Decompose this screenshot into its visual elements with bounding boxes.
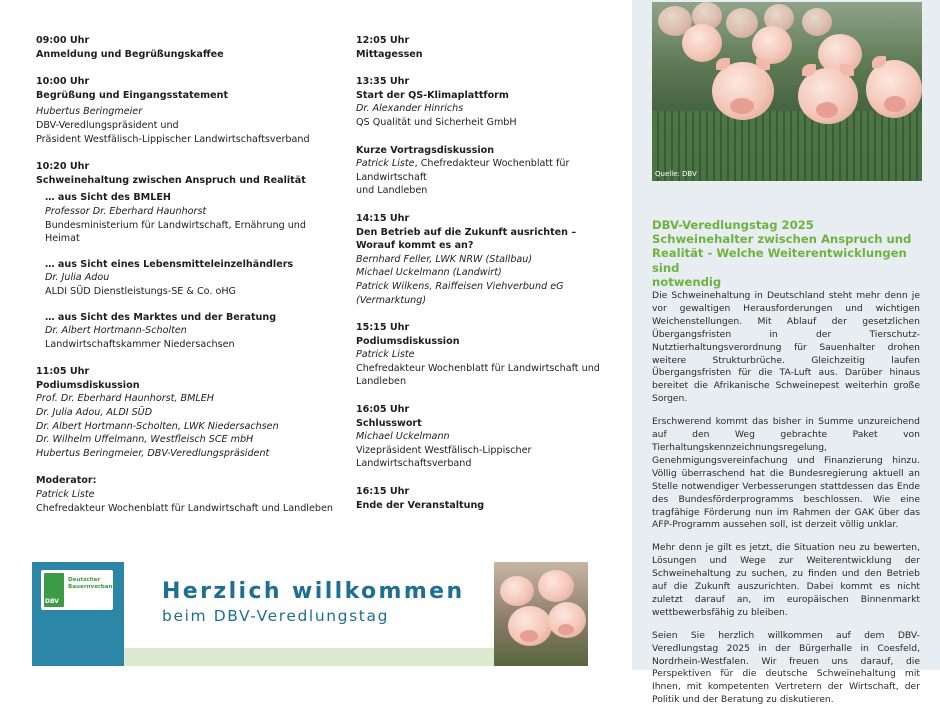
schedule-title: Anmeldung und Begrüßungskaffee — [36, 48, 224, 60]
speaker-affiliation: , Chefredakteur Wochenblatt für Landwirtschaft — [356, 158, 570, 183]
article-paragraph: Mehr denn je gilt es jetzt, die Situation neu zu bewerten, Lösungen und Wege zur Weiterentwicklung der Schweinehaltung zu suchen, zu finden und den Betrieb auf die Zukunft auszurichten. Dabei kommt es nicht zuletzt darauf an, im europäischen Binnenmarkt wettbewerbsfähig zu bleiben. — [652, 542, 920, 618]
snout — [730, 98, 754, 114]
speaker-name: Dr. Albert Hortmann-Scholten — [45, 325, 187, 337]
schedule-item — [356, 75, 626, 129]
piglet-image — [500, 576, 534, 606]
logo-name-line: Bauernverband — [68, 584, 117, 590]
schedule-title: Mittagessen — [356, 48, 423, 60]
schedule-title: Podiumsdiskussion — [36, 379, 140, 391]
speaker-name: Patrick Liste — [356, 158, 415, 170]
piglet-image — [712, 62, 774, 120]
schedule-title: Moderator: — [36, 475, 97, 487]
article-panel — [632, 0, 940, 706]
dbv-logo-box — [32, 562, 124, 666]
panel-member: Dr. Albert Hortmann-Scholten, LWK Niedersachsen — [36, 420, 279, 432]
article-body — [652, 290, 920, 717]
snout — [558, 624, 574, 635]
schedule-time: 16:15 Uhr — [356, 486, 410, 498]
panel-member: Dr. Wilhelm Uffelmann, Westfleisch SCE mbH — [36, 434, 254, 446]
panel-member: Hubertus Beringmeier, DBV-Veredlungspräsident — [36, 447, 270, 459]
schedule-time: 13:35 Uhr — [356, 76, 410, 88]
speaker-affiliation: DBV-Veredlungspräsident und — [36, 119, 179, 131]
schedule-column-left — [36, 34, 336, 529]
speaker-affiliation: Chefredakteur Wochenblatt für Landwirtschaft und Landleben — [36, 502, 333, 514]
logo-name-line: Deutscher — [68, 577, 101, 583]
schedule-item — [36, 365, 336, 460]
schedule-item — [36, 75, 336, 146]
panel-member: Dr. Julia Adou, ALDI SÜD — [36, 407, 153, 419]
sub-talk-title: … aus Sicht des BMLEH — [45, 192, 171, 204]
schedule-title: Den Betrieb auf die Zukunft ausrichten – — [356, 226, 577, 238]
schedule-item — [36, 34, 336, 61]
schedule-column-right — [356, 34, 626, 526]
article-paragraph: Seien Sie herzlich willkommen auf dem DBV-Veredlungstag 2025 in der Bürgerhalle in Coesfeld, Nordrhein-Westfalen. Wir freuen uns darauf, die Perspektiven für die deutsche Schweinehaltung mit Ihnen, mit kompetenten Vertretern der Wirtschaft, der Politik und der Beratung zu diskutieren. — [652, 629, 920, 706]
snout — [520, 630, 538, 642]
schedule-item — [356, 34, 626, 61]
sub-talk-title: … aus Sicht eines Lebensmitteleinzelhändlers — [45, 258, 294, 270]
schedule-item — [356, 485, 626, 512]
article-title-line: notwendig — [652, 274, 722, 289]
ear — [716, 58, 730, 70]
speaker-affiliation: Landwirtschaftskammer Niedersachsen — [45, 338, 235, 350]
article-title-line: DBV-Veredlungstag 2025 — [652, 218, 814, 232]
ear — [802, 64, 816, 76]
panel-member: Patrick Wilkens, Raiffeisen Viehverbund eG (Vermarktung) — [356, 280, 564, 306]
dbv-logo-mark — [44, 573, 64, 607]
speaker-name: Patrick Liste — [36, 489, 95, 501]
speaker-affiliation: Bundesministerium für Landwirtschaft, Ernährung und — [45, 219, 306, 231]
logo-name — [68, 577, 117, 591]
sub-talk-title: … aus Sicht des Marktes und der Beratung — [45, 311, 277, 323]
schedule-time: 14:15 Uhr — [356, 212, 410, 224]
panel-member: Michael Uckelmann (Landwirt) — [356, 267, 502, 279]
article-paragraph: Erschwerend kommt das bisher in Summe unzureichend auf den Weg gebrachte Paket von Tierhaltungskennzeichnungsregelung, Genehmigungsvereinfachung und Finanzierung hinzu. Völlig überraschend hat die Bundesregierung aktuell an Stelle notwendiger Verbesserungen stattdessen das Ende des Bundesförderprogramms beschlossen. Wie eine tragfähige Förderung nun im Rahmen der GAK über das AFP-Programm aussehen soll, ist derzeit völlig unklar. — [652, 416, 920, 531]
photo-credit: Quelle: DBV — [655, 170, 697, 178]
sub-talk — [45, 311, 336, 352]
article-paragraph: Die Schweinehaltung in Deutschland steht mehr denn je vor gewaltigen Herausforderungen und wichtigen Weichenstellungen. Mit Ablauf der gesetzlichen Übergangsfristen in der Tierschutz-Nutztierhaltungsverordnung für Sauenhalter drohen weitere Strukturbrüche. Gleichzeitig laufen Übergangsfristen für die TA-Luft aus. Darüber hinaus bereitet die Afrikanische Schweinepest weiterhin große Sorgen. — [652, 290, 920, 405]
speaker-affiliation: Heimat — [45, 233, 80, 245]
schedule-time: 16:05 Uhr — [356, 404, 410, 416]
piglet-image — [802, 8, 832, 36]
schedule-time: 15:15 Uhr — [356, 322, 410, 334]
schedule-title: Begrüßung und Eingangsstatement — [36, 89, 229, 101]
welcome-line-2: beim DBV-Veredlungstag — [162, 607, 390, 625]
welcome-line-1: Herzlich willkommen — [162, 579, 465, 604]
speaker-name: Hubertus Beringmeier — [36, 106, 143, 118]
piglet-image — [866, 60, 922, 118]
schedule-title: Start der QS-Klimaplattform — [356, 89, 509, 101]
schedule-item — [356, 403, 626, 471]
piglet-image — [726, 8, 758, 38]
sub-talk — [45, 191, 336, 245]
schedule-title: Schlusswort — [356, 417, 422, 429]
banner-piglet-photo — [494, 562, 588, 666]
logo-mark-text: DBV — [45, 598, 59, 605]
schedule-title-cont: Worauf kommt es an? — [356, 240, 474, 252]
speaker-affiliation: Landleben — [356, 376, 407, 388]
schedule-item — [356, 321, 626, 389]
ear — [872, 56, 886, 68]
schedule-title: Schweinehaltung zwischen Anspruch und Realität — [36, 174, 306, 186]
speaker-name: Michael Uckelmann — [356, 431, 450, 443]
speaker-name: Dr. Alexander Hinrichs — [356, 103, 464, 115]
speaker-name: Patrick Liste — [356, 349, 415, 361]
article-title — [652, 218, 922, 289]
speaker-name: Dr. Julia Adou — [45, 272, 110, 284]
sub-talk — [45, 258, 336, 299]
sub-talks — [36, 191, 336, 351]
schedule-title: Podiumsdiskussion — [356, 335, 460, 347]
article-title-line: Schweinehalter zwischen Anspruch und — [652, 232, 912, 247]
ear — [840, 64, 854, 76]
speaker-affiliation: ALDI SÜD Dienstleistungs-SE & Co. oHG — [45, 285, 236, 297]
schedule-time: 12:05 Uhr — [356, 35, 410, 46]
panel-member: Bernhard Feller, LWK NRW (Stallbau) — [356, 253, 533, 265]
speaker-affiliation: Präsident Westfälisch-Lippischer Landwirtschaftsverband — [36, 133, 310, 145]
schedule-time: 10:20 Uhr — [36, 161, 90, 173]
speaker-affiliation: Landwirtschaftsverband — [356, 458, 472, 470]
panel-member: Prof. Dr. Eberhard Haunhorst, BMLEH — [36, 393, 214, 405]
piglet-image — [538, 570, 574, 602]
schedule-time: 09:00 Uhr — [36, 35, 90, 46]
schedule-item — [36, 160, 336, 351]
dbv-logo — [41, 570, 117, 610]
speaker-affiliation: Chefredakteur Wochenblatt für Landwirtschaft und — [356, 362, 600, 374]
article-title-line: Realität - Welche Weiterentwicklungen sind — [652, 246, 907, 275]
snout — [816, 102, 838, 118]
schedule-time: 10:00 Uhr — [36, 76, 90, 88]
piglet-image — [798, 68, 858, 124]
ear — [756, 58, 770, 70]
snout — [884, 96, 906, 112]
schedule-item — [356, 212, 626, 307]
piglet-image — [682, 24, 722, 62]
hero-photo-piglets — [652, 2, 922, 181]
schedule-item — [356, 144, 626, 198]
moderator-line — [356, 157, 626, 184]
schedule-title: Ende der Veranstaltung — [356, 499, 485, 511]
schedule-title: Kurze Vortragsdiskussion — [356, 144, 495, 156]
piglet-image — [508, 606, 552, 646]
speaker-affiliation: Vizepräsident Westfälisch-Lippischer — [356, 444, 532, 456]
speaker-affiliation: QS Qualität und Sicherheit GmbH — [356, 116, 517, 128]
piglet-image — [548, 602, 586, 638]
welcome-heading — [162, 578, 465, 626]
schedule-time: 11:05 Uhr — [36, 366, 90, 378]
speaker-affiliation: und Landleben — [356, 185, 428, 197]
banner-accent-bar — [124, 648, 494, 666]
speaker-name: Professor Dr. Eberhard Haunhorst — [45, 205, 207, 217]
schedule-item — [36, 474, 336, 515]
